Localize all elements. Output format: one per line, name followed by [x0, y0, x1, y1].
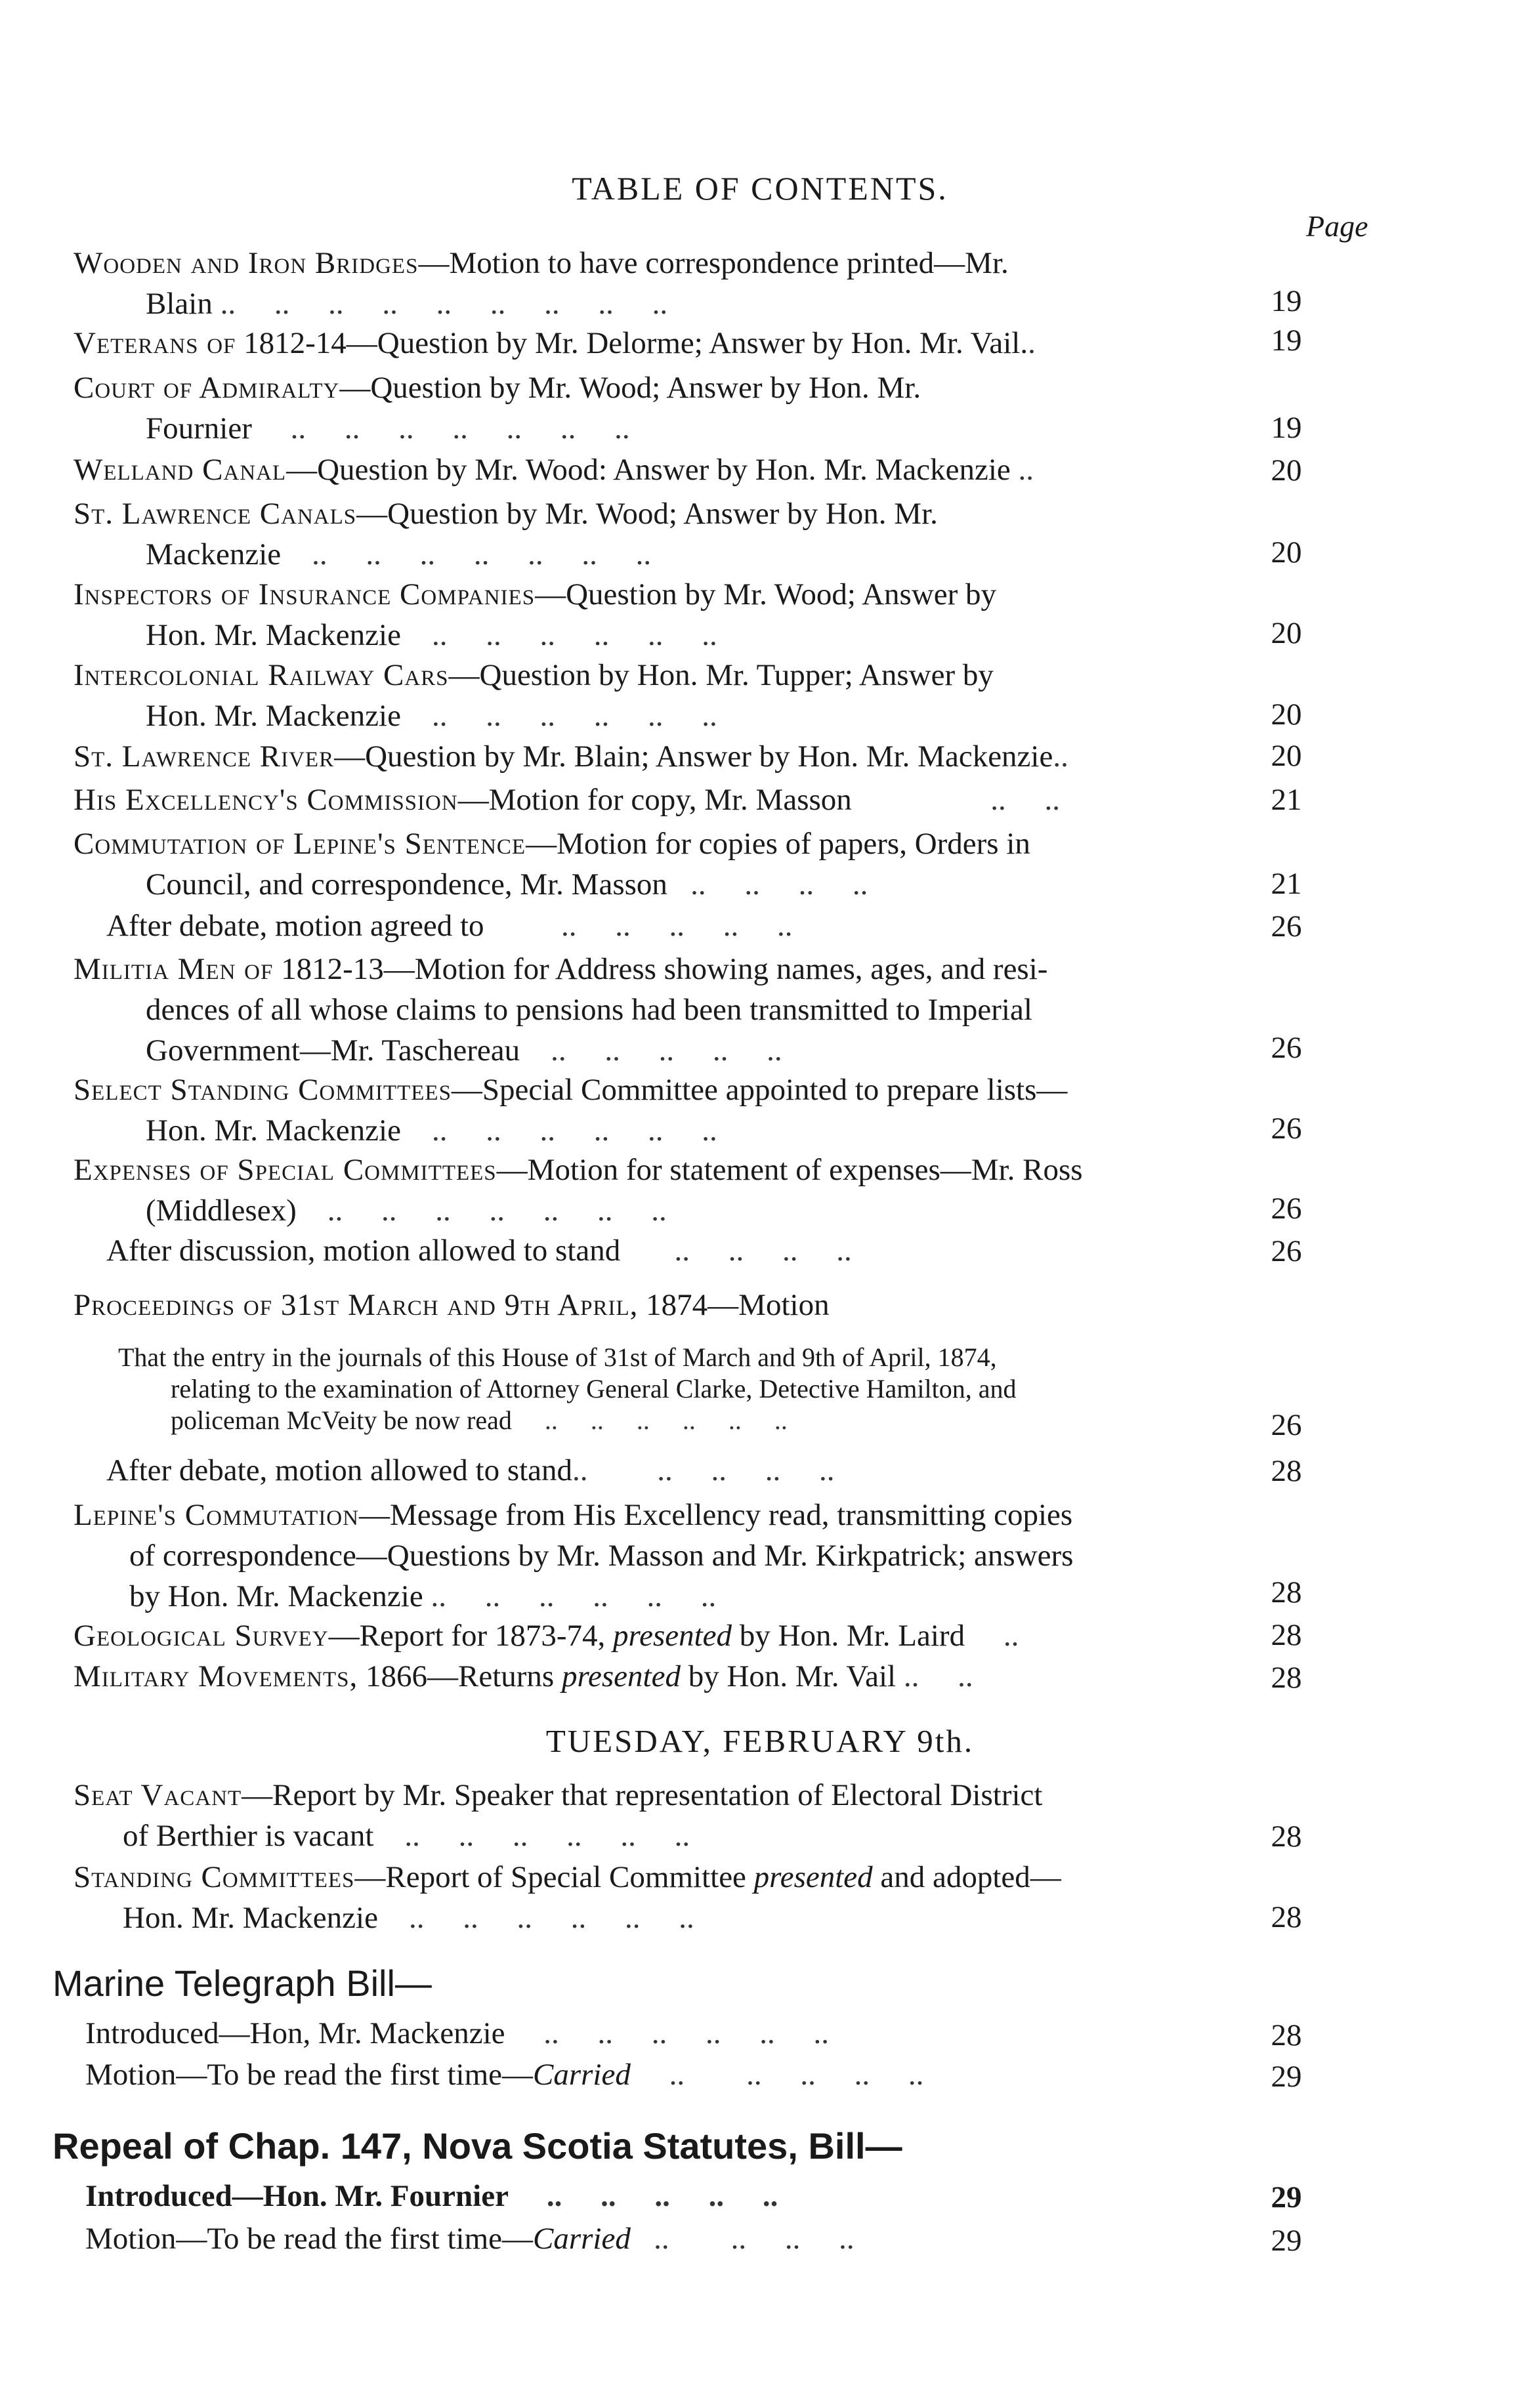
entry-text: After discussion, motion allowed to stand	[106, 1234, 621, 1268]
page-number: 28	[1271, 1575, 1302, 1609]
entry-text: —Question by Hon. Mr. Tupper; Answer by	[448, 658, 994, 692]
toc-entry: His Excellency's Commission—Motion for copy, Mr. Masson .. ..	[74, 783, 1061, 817]
quote-line: policeman McVeity be now read	[171, 1405, 512, 1435]
toc-entry: Welland Canal—Question by Mr. Wood: Answer by Hon. Mr. Mackenzie ..	[74, 453, 1034, 487]
page-number: 19	[1271, 284, 1302, 318]
entry-heading: Expenses of Special Committees	[74, 1153, 497, 1187]
entry-heading: Seat Vacant	[74, 1778, 242, 1812]
bill-line-text: Motion—To be read the first time—	[85, 2222, 533, 2256]
bill-line: Introduced—Hon. Mr. Fournier .. .. .. .. ..	[85, 2179, 778, 2213]
entry-text: —Motion to have correspondence printed—Mr.	[418, 246, 1009, 280]
page-number: 28	[1271, 1618, 1302, 1652]
toc-entry: Military Movements, 1866—Returns presented by Hon. Mr. Vail .. ..	[74, 1659, 973, 1693]
entry-continuation: Hon. Mr. Mackenzie	[146, 699, 401, 733]
toc-entry: Standing Committees—Report of Special Committee presented and adopted— Hon. Mr. Mackenzie .. .. .. .. .. ..	[74, 1860, 1061, 1935]
page-column-header: Page	[1306, 209, 1368, 243]
quoted-motion: That the entry in the journals of this House of 31st of March and 9th of April, 1874, relating to the examination of Attorney General Clarke, Detective Hamilton, and policeman McVeity be now read .. .. .. .. .. ..	[118, 1342, 1247, 1436]
entry-heading: Lepine's Commutation	[74, 1498, 359, 1532]
page-number: 20	[1271, 453, 1302, 488]
quote-line: relating to the examination of Attorney General Clarke, Detective Hamilton, and	[171, 1374, 1017, 1403]
toc-entry: Expenses of Special Committees—Motion for statement of expenses—Mr. Ross (Middlesex) .. .. .. .. .. .. ..	[74, 1153, 1083, 1228]
entry-text: 1812-14—Question by Mr. Delorme; Answer by Hon. Mr. Vail.	[243, 326, 1028, 360]
toc-entry: Select Standing Committees—Special Committee appointed to prepare lists— Hon. Mr. Mackenzie .. .. .. .. .. ..	[74, 1073, 1068, 1148]
entry-italic: presented	[753, 1860, 873, 1894]
entry-heading: St. Lawrence Canals	[74, 497, 357, 531]
entry-heading: Standing Committees	[74, 1860, 355, 1894]
entry-heading: Wooden and Iron Bridges	[74, 246, 419, 280]
toc-entry: Lepine's Commutation—Message from His Excellency read, transmitting copies of correspondence—Questions by Mr. Masson and Mr. Kirkpatrick; answers by Hon. Mr. Mackenzie .. .. .. .. .. ..	[74, 1498, 1074, 1613]
page-number: 29	[1271, 2224, 1302, 2258]
toc-entry: After discussion, motion allowed to stand .. .. .. ..	[106, 1234, 852, 1268]
entry-continuation: of Berthier is vacant	[123, 1819, 374, 1853]
entry-text: —Report for 1873-74,	[328, 1619, 614, 1653]
entry-text: After debate, motion allowed to stand	[106, 1453, 573, 1487]
bill-title: Marine Telegraph Bill—	[53, 1962, 432, 2004]
toc-entry: Geological Survey—Report for 1873-74, presented by Hon. Mr. Laird ..	[74, 1619, 1019, 1653]
entry-text: and adopted—	[872, 1860, 1061, 1894]
entry-text: —Report by Mr. Speaker that representation of Electoral District	[242, 1778, 1043, 1812]
entry-continuation: (Middlesex)	[146, 1194, 297, 1228]
bill-line: Motion—To be read the first time—Carried .. .. .. .. ..	[85, 2058, 924, 2092]
bill-line-italic: Carried	[532, 2222, 631, 2256]
bill-line-text: Introduced—Hon, Mr. Mackenzie	[85, 2016, 505, 2050]
page-number: 19	[1271, 411, 1302, 445]
entry-text: 1866—Returns	[358, 1659, 562, 1693]
entry-heading: Welland Canal	[74, 453, 287, 487]
entry-text: —Question by Mr. Wood; Answer by Hon. Mr.	[339, 371, 921, 405]
bill-line: Motion—To be read the first time—Carried .. .. .. ..	[85, 2222, 855, 2256]
entry-continuation: Hon. Mr. Mackenzie	[146, 618, 401, 652]
toc-entry: Commutation of Lepine's Sentence—Motion for copies of papers, Orders in Council, and correspondence, Mr. Masson .. .. .. ..	[74, 827, 1030, 902]
entry-continuation: Mackenzie	[146, 537, 282, 571]
bill-line: Introduced—Hon, Mr. Mackenzie .. .. .. .. .. ..	[85, 2016, 830, 2050]
bill-line-text: Motion—To be read the first time—	[85, 2058, 533, 2092]
toc-entry: St. Lawrence Canals—Question by Mr. Wood; Answer by Hon. Mr. Mackenzie .. .. .. .. .. .. ..	[74, 497, 938, 571]
page-number: 26	[1271, 1111, 1302, 1146]
entry-heading: His Excellency's Commission	[74, 783, 458, 817]
entry-text: After debate, motion agreed to	[106, 909, 484, 943]
section-heading: TUESDAY, FEBRUARY 9th.	[545, 1723, 975, 1759]
toc-entry: Court of Admiralty—Question by Mr. Wood; Answer by Hon. Mr. Fournier .. .. .. .. .. .. ..	[74, 371, 921, 446]
entry-text: —Motion for copy, Mr. Masson	[457, 783, 852, 817]
entry-heading: Intercolonial Railway Cars	[74, 658, 449, 692]
page-number: 26	[1271, 1234, 1302, 1268]
entry-continuation: Blain	[146, 287, 213, 321]
entry-heading: Commutation of Lepine's Sentence	[74, 827, 526, 861]
toc-entry: Seat Vacant—Report by Mr. Speaker that representation of Electoral District of Berthier is vacant .. .. .. .. .. ..	[74, 1778, 1043, 1853]
entry-text: —Motion for copies of papers, Orders in	[526, 827, 1030, 861]
page-title: TABLE OF CONTENTS.	[572, 170, 948, 207]
page-number: 20	[1271, 739, 1302, 773]
entry-text: —Question by Mr. Blain; Answer by Hon. Mr. Mackenzie	[334, 739, 1053, 774]
page-number: 19	[1271, 323, 1302, 358]
entry-text: —Special Committee appointed to prepare lists—	[451, 1073, 1068, 1107]
page-number: 21	[1271, 783, 1302, 817]
entry-italic: presented	[613, 1619, 732, 1653]
entry-text: —Message from His Excellency read, transmitting copies	[358, 1498, 1073, 1532]
page-number: 20	[1271, 616, 1302, 650]
entry-continuation: Council, and correspondence, Mr. Masson	[146, 867, 667, 902]
entry-text: —Question by Mr. Wood; Answer by Hon. Mr.	[356, 497, 938, 531]
page-number: 28	[1271, 1819, 1302, 1854]
quote-line: That the entry in the journals of this House of 31st of March and 9th of April, 1874,	[118, 1342, 997, 1372]
page-number: 26	[1271, 1031, 1302, 1065]
entry-text: 1812-13—Motion for Address showing names, ages, and resi-	[281, 952, 1048, 986]
entry-continuation: Government—Mr. Taschereau	[146, 1033, 520, 1068]
entry-heading: Geological Survey	[74, 1619, 329, 1653]
entry-heading: Select Standing Committees	[74, 1073, 452, 1107]
entry-continuation: Hon. Mr. Mackenzie	[123, 1901, 378, 1935]
entry-heading: Proceedings of 31st March and 9th April,	[74, 1288, 639, 1322]
entry-text: by Hon. Mr. Vail	[680, 1659, 897, 1693]
toc-entry: Inspectors of Insurance Companies—Question by Mr. Wood; Answer by Hon. Mr. Mackenzie .. .. .. .. .. ..	[74, 577, 997, 652]
toc-entry	[74, 1285, 1248, 1325]
entry-text: —Motion for statement of expenses—Mr. Ross	[496, 1153, 1083, 1187]
entry-text: —Report of Special Committee	[354, 1860, 754, 1894]
entry-continuation: by Hon. Mr. Mackenzie	[129, 1579, 423, 1613]
entry-text: —Question by Mr. Wood; Answer by	[535, 577, 997, 612]
entry-italic: presented	[561, 1659, 681, 1693]
entry-heading: Militia Men of	[74, 952, 274, 986]
bill-line-text: Introduced—Hon. Mr. Fournier	[85, 2179, 509, 2213]
page-number: 26	[1271, 1192, 1302, 1226]
toc-entry: St. Lawrence River—Question by Mr. Blain; Answer by Hon. Mr. Mackenzie..	[74, 739, 1068, 774]
page-number: 29	[1271, 2180, 1302, 2214]
page-number: 26	[1271, 1408, 1302, 1442]
toc-entry: Veterans of 1812-14—Question by Mr. Delorme; Answer by Hon. Mr. Vail..	[74, 326, 1036, 360]
page-number: 29	[1271, 2060, 1302, 2094]
entry-heading: Court of Admiralty	[74, 371, 340, 405]
page-number: 28	[1271, 2018, 1302, 2052]
entry-continuation: of correspondence—Questions by Mr. Masson and Mr. Kirkpatrick; answers	[129, 1539, 1074, 1573]
toc-entry: After debate, motion allowed to stand.. .. .. .. ..	[106, 1453, 835, 1487]
entry-text: by Hon. Mr. Laird	[732, 1619, 965, 1653]
bill-line-italic: Carried	[532, 2058, 631, 2092]
toc-entry: After debate, motion agreed to .. .. .. .. ..	[106, 909, 793, 943]
entry-continuation: dences of all whose claims to pensions had been transmitted to Imperial	[146, 993, 1032, 1027]
toc-entry: Intercolonial Railway Cars—Question by Hon. Mr. Tupper; Answer by Hon. Mr. Mackenzie .. .. .. .. .. ..	[74, 658, 994, 733]
page-number: 26	[1271, 909, 1302, 944]
entry-text: —Question by Mr. Wood: Answer by Hon. Mr. Mackenzie	[286, 453, 1011, 487]
page-number: 28	[1271, 1900, 1302, 1934]
toc-entry: Militia Men of 1812-13—Motion for Address showing names, ages, and resi- dences of all whose claims to pensions had been transmitted to Imperial Government—Mr. Taschereau .. .. .. .. ..	[74, 952, 1048, 1068]
page-number: 28	[1271, 1661, 1302, 1695]
bill-title: Repeal of Chap. 147, Nova Scotia Statutes, Bill—	[53, 2125, 902, 2167]
entry-continuation: Fournier	[146, 411, 252, 446]
page-number: 21	[1271, 867, 1302, 901]
page-number: 20	[1271, 697, 1302, 732]
entry-text: 1874—Motion	[646, 1288, 830, 1322]
toc-entry: Wooden and Iron Bridges—Motion to have correspondence printed—Mr. Blain .. .. .. .. .. .. .. .. ..	[74, 246, 1009, 321]
page-number: 20	[1271, 535, 1302, 570]
page-number: 28	[1271, 1454, 1302, 1488]
entry-heading: St. Lawrence River	[74, 739, 335, 774]
entry-continuation: Hon. Mr. Mackenzie	[146, 1113, 401, 1148]
entry-heading: Veterans of	[74, 326, 236, 360]
entry-heading: Military Movements,	[74, 1659, 358, 1693]
entry-heading: Inspectors of Insurance Companies	[74, 577, 536, 612]
